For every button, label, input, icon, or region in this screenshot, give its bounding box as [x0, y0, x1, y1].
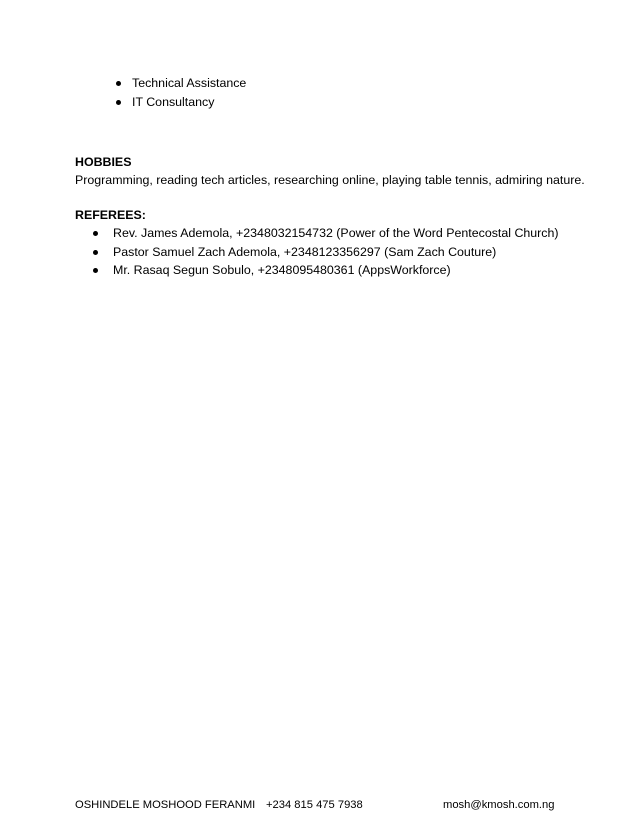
referee-entry: Mr. Rasaq Segun Sobulo, +2348095480361 (AppsWorkforce) — [113, 263, 451, 277]
referees-heading: REFEREES: — [75, 208, 146, 222]
list-item-text: Technical Assistance — [132, 76, 247, 90]
referee-entry: Pastor Samuel Zach Ademola, +2348123356297 (Sam Zach Couture) — [113, 244, 497, 259]
bullet-icon — [116, 100, 121, 105]
hobbies-heading: HOBBIES — [75, 155, 132, 169]
bullet-icon — [93, 250, 98, 255]
bullet-icon — [93, 268, 98, 273]
page-footer — [0, 796, 638, 814]
hobbies-text: Programming, reading tech articles, researching online, playing table tennis, admiring nature. — [75, 173, 585, 187]
footer-name: OSHINDELE MOSHOOD FERANMI — [75, 799, 256, 811]
bullet-icon — [93, 231, 98, 236]
bullet-icon — [116, 81, 121, 86]
list-item-text: IT Consultancy — [132, 94, 215, 109]
footer-phone: +234 815 475 7938 — [266, 799, 363, 811]
footer-email: mosh@kmosh.com.ng — [443, 799, 555, 811]
referee-entry: Rev. James Ademola, +2348032154732 (Power of the Word Pentecostal Church) — [113, 226, 559, 240]
